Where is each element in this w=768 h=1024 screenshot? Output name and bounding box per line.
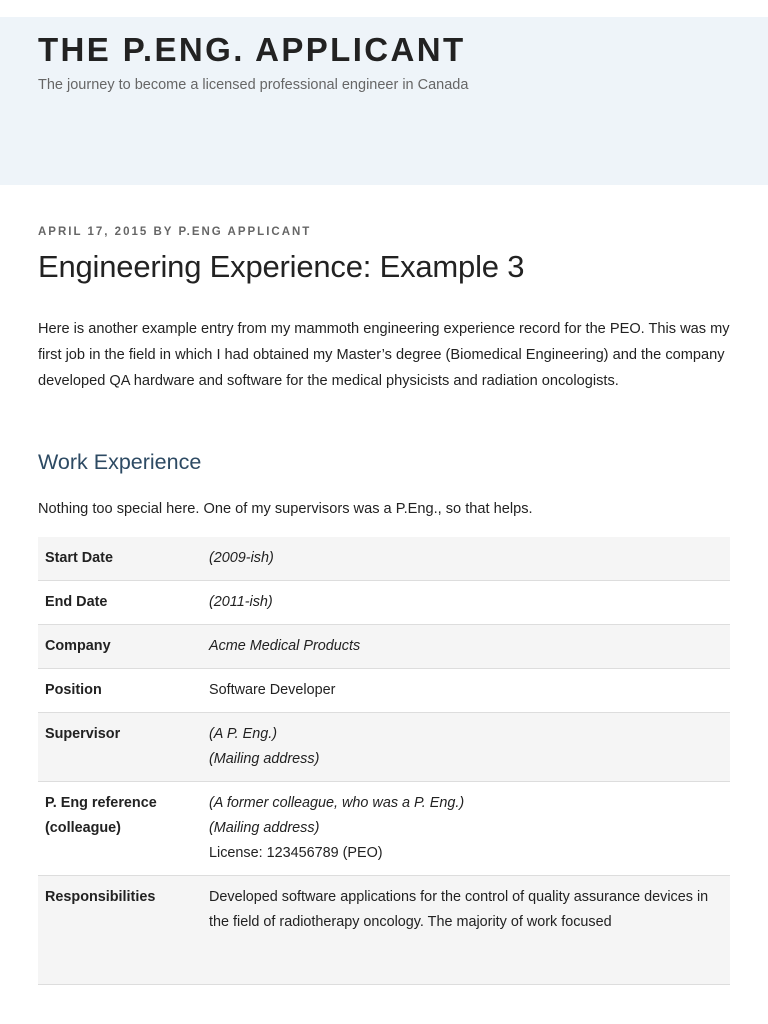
post-by-label: BY	[153, 226, 174, 238]
row-value	[193, 876, 730, 985]
section-heading: Work Experience	[38, 450, 202, 474]
row-label: End Date	[38, 581, 193, 625]
row-label: Responsibilities	[38, 876, 193, 985]
row-value	[193, 537, 730, 581]
row-value-line: (A P. Eng.)	[209, 726, 277, 742]
post-intro: Here is another example entry from my mammoth engineering experience record for the PEO. This was my first job in the field in which I had obtained my Master’s degree (Biomedical Engineering) and the company developed QA hardware and software for the medical physicists and radiation oncologists.	[38, 321, 730, 389]
table-row	[38, 625, 730, 669]
row-value-line: Acme Medical Products	[209, 638, 361, 654]
table-row	[38, 876, 730, 985]
post-meta	[38, 225, 730, 239]
site-title-link[interactable]: THE P.ENG. APPLICANT	[38, 31, 466, 68]
row-value	[193, 713, 730, 782]
row-label: Position	[38, 669, 193, 713]
row-value-line: (2011-ish)	[209, 594, 273, 610]
table-row	[38, 581, 730, 625]
site-header	[0, 17, 768, 185]
site-tagline: The journey to become a licensed professional engineer in Canada	[38, 77, 469, 93]
post-author-link[interactable]: P.ENG APPLICANT	[178, 226, 312, 238]
row-value-line: (2009-ish)	[209, 550, 274, 566]
row-value-line: Software Developer	[209, 682, 336, 698]
row-value	[193, 625, 730, 669]
row-value	[193, 782, 730, 876]
row-value	[193, 581, 730, 625]
post-title: Engineering Experience: Example 3	[38, 249, 525, 284]
row-value	[193, 669, 730, 713]
row-value-line: (A former colleague, who was a P. Eng.)	[209, 795, 465, 811]
row-label: Company	[38, 625, 193, 669]
table-row	[38, 537, 730, 581]
post-date-link[interactable]: APRIL 17, 2015	[38, 226, 149, 238]
row-label: Supervisor	[38, 713, 193, 782]
row-value-line: (Mailing address)	[209, 751, 320, 767]
row-label: P. Eng reference (colleague)	[38, 782, 193, 876]
row-label: Start Date	[38, 537, 193, 581]
table-row	[38, 713, 730, 782]
post-content	[38, 225, 730, 985]
top-band	[0, 0, 768, 17]
table-row	[38, 782, 730, 876]
experience-table	[38, 537, 730, 985]
table-row	[38, 669, 730, 713]
row-value-line: Developed software applications for the control of quality assurance devices in the field of radiotherapy oncology. The majority of work focused	[209, 889, 709, 930]
section-text: Nothing too special here. One of my supervisors was a P.Eng., so that helps.	[38, 501, 533, 517]
row-value-line: (Mailing address)	[209, 820, 320, 836]
row-value-line: License: 123456789 (PEO)	[209, 845, 383, 861]
